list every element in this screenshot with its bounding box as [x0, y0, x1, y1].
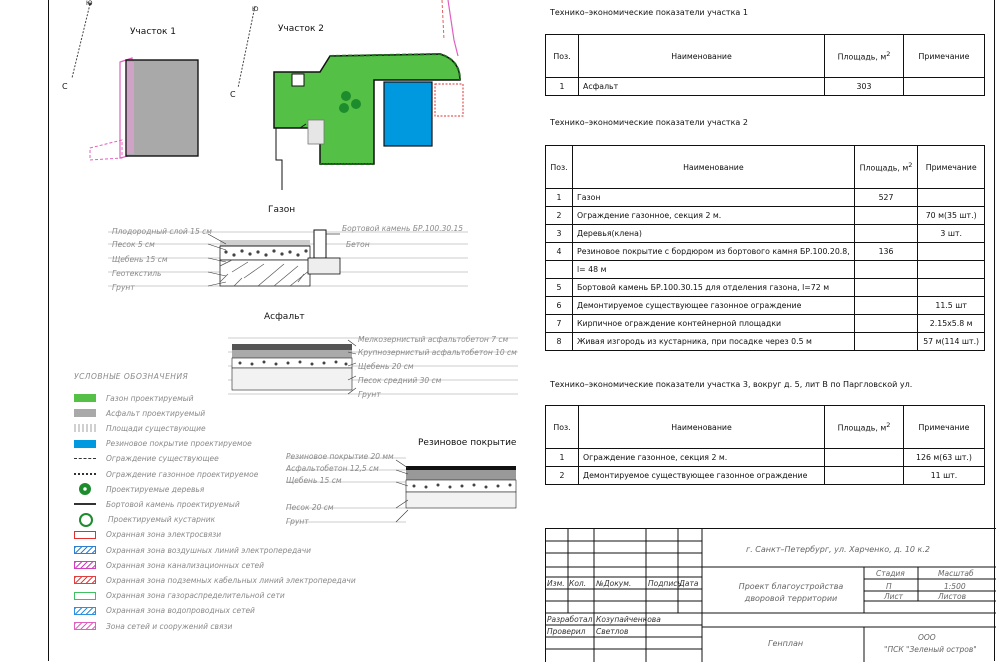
- legend-swatch: [74, 424, 96, 432]
- legend-label: Резиновое покрытие проектируемое: [106, 439, 252, 449]
- legend-label: Охранная зона водопроводных сетей: [106, 606, 255, 616]
- legend-item: [74, 559, 264, 571]
- table-row: [546, 449, 985, 467]
- table-row: [546, 243, 985, 261]
- stamp-col-sign: Подпись: [648, 579, 682, 588]
- table-header-row: [546, 406, 985, 449]
- asphalt-layer-5: Грунт: [358, 390, 381, 399]
- table-cell: [854, 225, 918, 243]
- table-header-cell: Наименование: [573, 146, 855, 189]
- legend-label: Проектируемый кустарник: [108, 515, 216, 525]
- table-row: [546, 297, 985, 315]
- table-header-cell: Примечание: [904, 35, 985, 78]
- table-cell: 2: [546, 207, 573, 225]
- table3-title: Технико–экономические показатели участка 3, вокруг д. 5, лит В по Паргловской ул.: [550, 380, 913, 389]
- rubber-layer-1: Резиновое покрытие 20 мм: [286, 452, 394, 461]
- table-row: [546, 207, 985, 225]
- table-cell: 303: [825, 78, 904, 96]
- lawn-layer-3: Щебень 15 см: [112, 255, 168, 264]
- table-header-cell: Поз.: [546, 406, 579, 449]
- legend-item: [74, 438, 252, 450]
- table-cell: Ограждение газонное, секция 2 м.: [579, 449, 825, 467]
- table-cell: 4: [546, 243, 573, 261]
- legend-label: Площади существующие: [106, 423, 206, 433]
- stamp-stage: П: [886, 582, 892, 591]
- section-asphalt-title: Асфальт: [264, 312, 305, 322]
- table-cell: [854, 315, 918, 333]
- table-cell: [918, 189, 985, 207]
- table-header-cell: Поз.: [546, 146, 573, 189]
- stamp-company-2: "ПСК "Зеленый остров": [884, 645, 977, 654]
- legend-swatch: [79, 483, 91, 495]
- frame-left: [48, 0, 49, 661]
- table-cell: Бортовой камень БР.100.30.15 для отделения газона, l=72 м: [573, 279, 855, 297]
- table1-title: Технико–экономические показатели участка 1: [550, 8, 748, 17]
- table-row: [546, 261, 985, 279]
- legend-item: [74, 453, 219, 465]
- stamp-drawing: Генплан: [768, 639, 804, 648]
- legend-swatch: [74, 409, 96, 417]
- table-cell: 527: [854, 189, 918, 207]
- legend-swatch: [74, 394, 96, 402]
- table-row: [546, 315, 985, 333]
- legend-label: Охранная зона канализационных сетей: [106, 560, 265, 570]
- title-block: [545, 528, 996, 662]
- north-label-2: С: [230, 90, 236, 99]
- legend-item: [74, 590, 285, 602]
- legend-label: Бортовой камень проектируемый: [106, 499, 240, 509]
- asphalt-layer-3: Щебень 20 см: [358, 362, 414, 371]
- table-cell: Газон: [573, 189, 855, 207]
- table-row: [546, 467, 985, 485]
- legend-label: Проектируемые деревья: [106, 484, 205, 494]
- legend-swatch: [74, 440, 96, 448]
- table1: [545, 34, 985, 96]
- stamp-scale-label: Масштаб: [938, 569, 974, 578]
- table-cell: 1: [546, 189, 573, 207]
- asphalt-layer-4: Песок средний 30 см: [358, 376, 442, 385]
- table-header-cell: Площадь, $м^2$: [825, 406, 904, 449]
- rubber-layer-3: Щебень 15 см: [286, 476, 342, 485]
- table-cell: Кирпичное ограждение контейнерной площадки: [573, 315, 855, 333]
- table-header-cell: Наименование: [579, 406, 825, 449]
- legend-item: [74, 468, 258, 480]
- table-cell: 6: [546, 297, 573, 315]
- legend-swatch: [74, 607, 96, 615]
- legend-label: Охранная зона подземных кабельных линий электропередачи: [106, 575, 356, 585]
- legend-swatch: [74, 458, 96, 459]
- legend-label: Охранная зона газораспределительной сети: [106, 591, 285, 601]
- lawn-layer-2: Песок 5 см: [112, 240, 155, 249]
- table-row: [546, 279, 985, 297]
- table-cell: Демонтируемое существующее газонное ограждение: [579, 467, 825, 485]
- table-row: [546, 189, 985, 207]
- table3: [545, 405, 985, 485]
- table-row: [546, 333, 985, 351]
- legend-swatch: [74, 546, 96, 554]
- legend-label: Газон проектируемый: [106, 393, 194, 403]
- stamp-sheets-label: Листов: [938, 592, 967, 601]
- table-cell: Ограждение газонное, секция 2 м.: [573, 207, 855, 225]
- legend-swatch: [79, 513, 93, 527]
- legend-item: [74, 605, 255, 617]
- table-cell: [918, 279, 985, 297]
- table-cell: [918, 243, 985, 261]
- table-cell: 3 шт.: [918, 225, 985, 243]
- table-cell: [854, 333, 918, 351]
- table-header-row: [546, 35, 985, 78]
- table-cell: 8: [546, 333, 573, 351]
- plot1-title: Участок 1: [130, 27, 177, 37]
- stamp-address: г. Санкт–Петербург, ул. Харченко, д. 10 к.2: [746, 545, 931, 554]
- table-cell: Демонтируемое существующее газонное ограждение: [573, 297, 855, 315]
- stamp-col-doc: №Докум.: [596, 579, 632, 588]
- table-cell: 11.5 шт: [918, 297, 985, 315]
- legend-item: [74, 498, 240, 510]
- legend-label: Ограждение газонное проектируемое: [106, 469, 259, 479]
- table-cell: 1: [546, 78, 579, 96]
- section-lawn-title: Газон: [268, 205, 296, 215]
- table-header-cell: Поз.: [546, 35, 579, 78]
- stamp-project: Проект благоустройства дворовой территории: [738, 582, 844, 603]
- lawn-concrete-label: Бетон: [346, 240, 370, 249]
- table-cell: Резиновое покрытие с бордюром из бортового камня БР.100.20.8,: [573, 243, 855, 261]
- legend-swatch: [74, 503, 96, 505]
- lawn-curb-label: Бортовой камень БР.100.30.15: [342, 224, 464, 233]
- legend-label: Асфальт проектируемый: [106, 408, 206, 418]
- legend-item: [74, 544, 311, 556]
- section-rubber-title: Резиновое покрытие: [418, 438, 517, 448]
- stamp-checked-label: Проверил: [547, 627, 586, 636]
- table-cell: [546, 261, 573, 279]
- lawn-layer-1: Плодородный слой 15 см: [112, 227, 212, 236]
- rubber-layer-2: Асфальтобетон 12,5 см: [286, 464, 379, 473]
- table-header-cell: Примечание: [904, 406, 985, 449]
- north-top-2: Ю: [252, 6, 259, 13]
- stamp-developed-name: Козупайченкова: [596, 615, 661, 624]
- asphalt-layer-1: Мелкозернистый асфальтобетон 7 см: [358, 335, 509, 344]
- table-cell: 136: [854, 243, 918, 261]
- table-cell: 70 м(35 шт.): [918, 207, 985, 225]
- table-cell: 126 м(63 шт.): [904, 449, 985, 467]
- table-cell: Живая изгородь из кустарника, при посадке через 0.5 м: [573, 333, 855, 351]
- table-cell: 2.15х5.8 м: [918, 315, 985, 333]
- table2-title: Технико–экономические показатели участка 2: [550, 118, 748, 127]
- table-cell: 7: [546, 315, 573, 333]
- table-cell: Деревья(клена): [573, 225, 855, 243]
- legend-swatch: [74, 576, 96, 584]
- table-cell: [854, 297, 918, 315]
- table-cell: [854, 279, 918, 297]
- table-header-cell: Наименование: [579, 35, 825, 78]
- legend-item: [74, 422, 206, 434]
- legend-label: Охранная зона воздушных линий электропередачи: [106, 545, 312, 555]
- table-cell: Асфальт: [579, 78, 825, 96]
- stamp-sheet-label: Лист: [884, 592, 904, 601]
- table-header-cell: Площадь, $м^2$: [825, 35, 904, 78]
- legend-label: Охранная зона электросвязи: [106, 530, 222, 540]
- table-row: [546, 78, 985, 96]
- stamp-checked-name: Светлов: [596, 627, 629, 636]
- table-cell: 5: [546, 279, 573, 297]
- stamp-col-date: Дата: [679, 579, 699, 588]
- table-cell: [904, 78, 985, 96]
- plot2-title: Участок 2: [278, 24, 325, 34]
- legend-item: [74, 514, 215, 526]
- north-top-1: Ю: [86, 0, 93, 7]
- legend-item: [74, 407, 205, 419]
- legend-item: [74, 392, 194, 404]
- stamp-company-1: ООО: [918, 633, 936, 642]
- north-label-1: С: [62, 82, 68, 91]
- rubber-layer-4: Песок 20 см: [286, 503, 334, 512]
- legend-item: [74, 483, 204, 495]
- legend-label: Зона сетей и сооружений связи: [106, 621, 233, 631]
- asphalt-layer-2: Крупнозернистый асфальтобетон 10 см: [358, 348, 517, 357]
- table-cell: 3: [546, 225, 573, 243]
- table-cell: 57 м(114 шт.): [918, 333, 985, 351]
- table-cell: l= 48 м: [573, 261, 855, 279]
- table-cell: [854, 207, 918, 225]
- table-cell: 11 шт.: [904, 467, 985, 485]
- table-header-row: [546, 146, 985, 189]
- legend-swatch: [74, 592, 96, 600]
- table-header-cell: Площадь, $м^2$: [854, 146, 918, 189]
- legend-item: [74, 574, 356, 586]
- legend-label: Ограждение существующее: [106, 454, 219, 464]
- legend-swatch: [74, 473, 96, 475]
- rubber-layer-5: Грунт: [286, 517, 309, 526]
- legend-swatch: [74, 531, 96, 539]
- legend-swatch: [74, 561, 96, 569]
- table-cell: 2: [546, 467, 579, 485]
- lawn-layer-4: Геотекстиль: [112, 269, 162, 278]
- table-cell: [825, 467, 904, 485]
- table-cell: [854, 261, 918, 279]
- table-cell: 1: [546, 449, 579, 467]
- table-header-cell: Примечание: [918, 146, 985, 189]
- legend-title: УСЛОВНЫЕ ОБОЗНАЧЕНИЯ: [74, 372, 189, 381]
- lawn-layer-5: Грунт: [112, 283, 135, 292]
- legend-item: [74, 620, 232, 632]
- legend-swatch: [74, 622, 96, 630]
- stamp-col-kol: Кол.: [569, 579, 587, 588]
- table-row: [546, 225, 985, 243]
- stamp-developed-label: Разработал: [547, 615, 593, 624]
- stamp-stage-label: Стадия: [876, 569, 905, 578]
- table-cell: [918, 261, 985, 279]
- legend-item: [74, 529, 221, 541]
- stamp-col-izm: Изм.: [547, 579, 565, 588]
- table-cell: [825, 449, 904, 467]
- table2: [545, 145, 985, 351]
- stamp-scale: 1:500: [944, 582, 966, 591]
